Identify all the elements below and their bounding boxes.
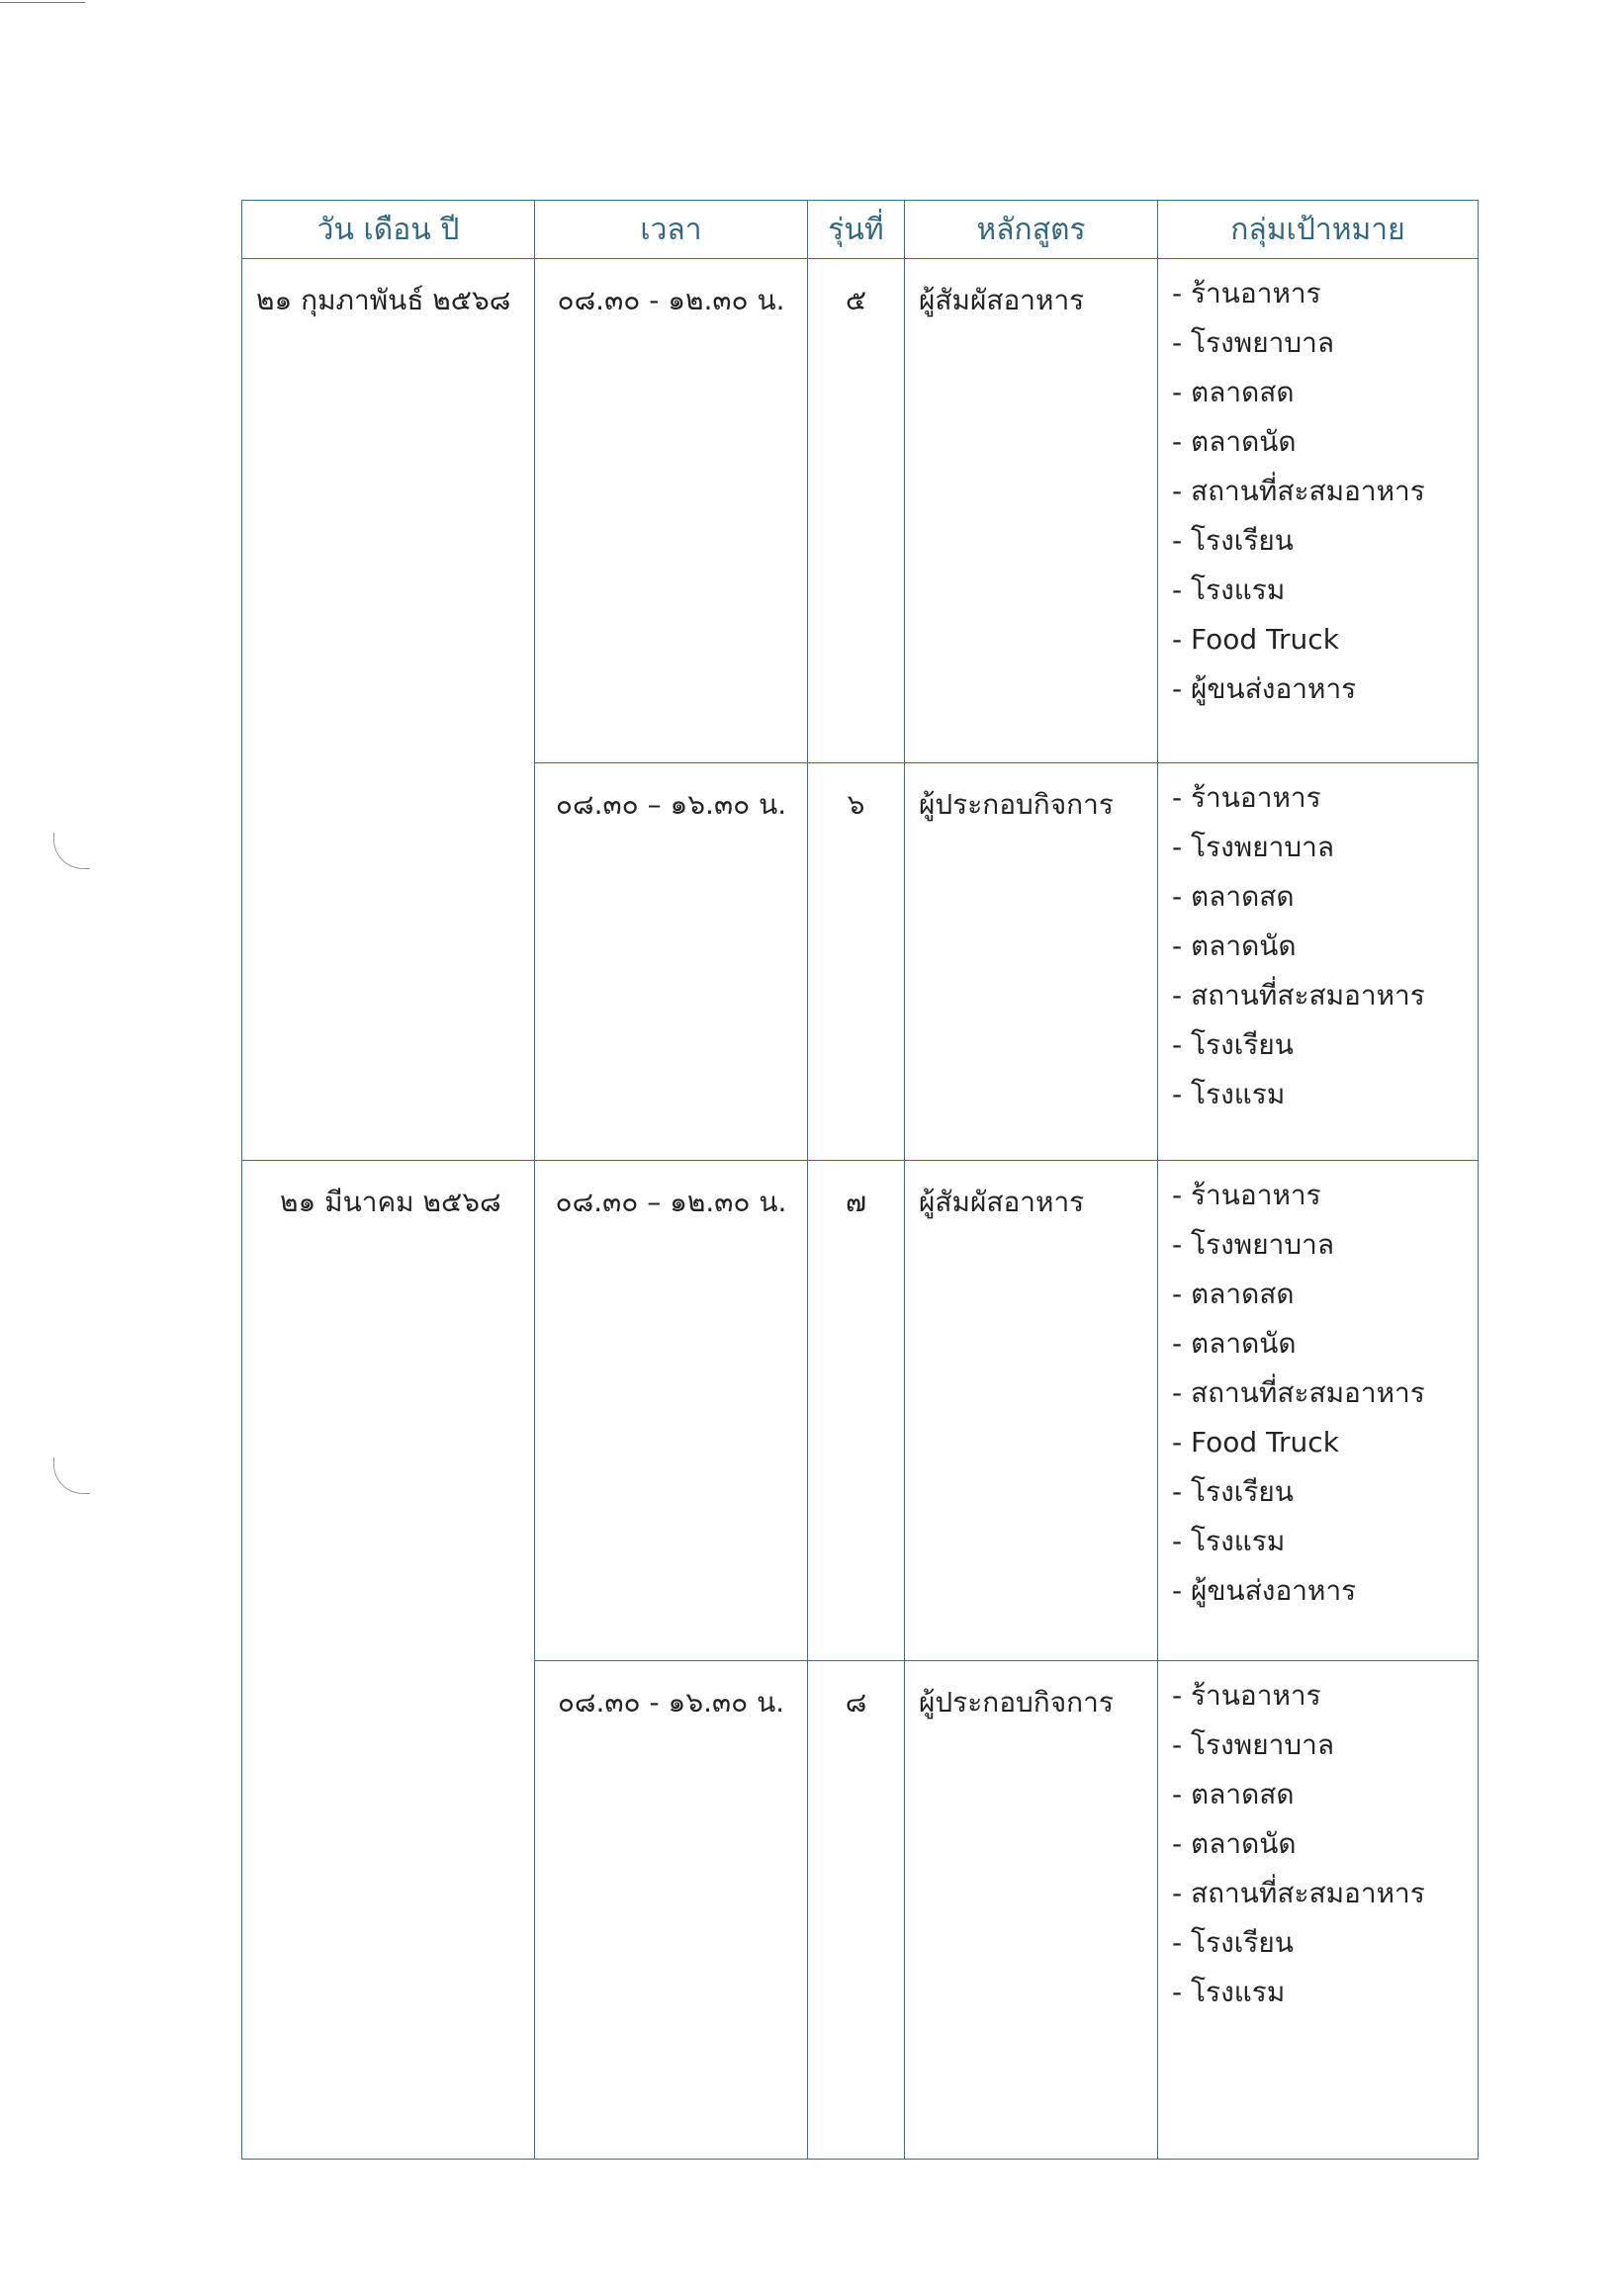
list-item: - ตลาดนัด: [1172, 1827, 1297, 1860]
date-cell: [242, 1161, 535, 2160]
list-item: - โรงแรม: [1172, 574, 1286, 606]
training-schedule-table: [241, 200, 1479, 2160]
header-date: วัน เดือน ปี: [242, 201, 535, 259]
list-item: - ตลาดนัด: [1172, 929, 1297, 962]
target-group-list: [1158, 763, 1478, 1111]
list-item: - โรงแรม: [1172, 1525, 1286, 1557]
list-item: - โรงเรียน: [1172, 1926, 1294, 1959]
scan-mark-top: [0, 2, 85, 3]
session-time: ๐๘.๓๐ - ๑๒.๓๐ น.: [557, 284, 785, 316]
header-target-group: กลุ่มเป้าหมาย: [1158, 201, 1479, 259]
session-time: ๐๘.๓๐ – ๑๒.๓๐ น.: [555, 1186, 787, 1218]
header-batch: รุ่นที่: [808, 201, 905, 259]
list-item: - ร้านอาหาร: [1172, 781, 1321, 814]
course-cell: [905, 763, 1158, 1161]
list-item: - โรงพยาบาล: [1172, 1728, 1334, 1761]
list-item: - สถานที่สะสมอาหาร: [1172, 475, 1425, 507]
header-course: หลักสูตร: [905, 201, 1158, 259]
list-item: - ตลาดสด: [1172, 1778, 1295, 1810]
batch-cell: [808, 1661, 905, 2160]
batch-cell: [808, 1161, 905, 1661]
session-batch: ๘: [845, 1686, 867, 1719]
session-course: ผู้ประกอบกิจการ: [919, 788, 1114, 821]
session-batch: ๖: [847, 788, 865, 821]
list-item: - โรงเรียน: [1172, 1475, 1294, 1508]
list-item: - โรงแรม: [1172, 1976, 1286, 2008]
target-cell: [1158, 1161, 1479, 1661]
time-cell: [535, 1661, 808, 2160]
course-cell: [905, 1161, 1158, 1661]
list-item: - ตลาดสด: [1172, 376, 1295, 408]
session-time: ๐๘.๓๐ – ๑๖.๓๐ น.: [555, 788, 787, 821]
punch-hole-mark: [53, 833, 90, 869]
list-item: - ร้านอาหาร: [1172, 1179, 1321, 1211]
session-batch: ๗: [845, 1186, 867, 1218]
list-item: - ร้านอาหาร: [1172, 1679, 1321, 1712]
header-time: เวลา: [535, 201, 808, 259]
list-item: - โรงเรียน: [1172, 524, 1294, 557]
list-item: - ตลาดนัด: [1172, 1327, 1297, 1360]
target-cell: [1158, 1661, 1479, 2160]
list-item: - ตลาดสด: [1172, 880, 1295, 913]
list-item: - โรงพยาบาล: [1172, 831, 1334, 863]
list-item: - ตลาดนัด: [1172, 425, 1297, 458]
list-item: - Food Truck: [1172, 623, 1339, 656]
session-course: ผู้สัมผัสอาหาร: [919, 284, 1085, 316]
list-item: - Food Truck: [1172, 1426, 1339, 1458]
session-date: ๒๑ กุมภาพันธ์ ๒๕๖๘: [256, 284, 511, 316]
batch-cell: [808, 763, 905, 1161]
target-group-list: [1158, 1661, 1478, 2009]
time-cell: [535, 763, 808, 1161]
list-item: - สถานที่สะสมอาหาร: [1172, 1877, 1425, 1909]
list-item: - ผู้ขนส่งอาหาร: [1172, 1574, 1357, 1607]
target-group-list: [1158, 259, 1478, 706]
punch-hole-mark: [53, 1457, 90, 1494]
list-item: - โรงเรียน: [1172, 1028, 1294, 1061]
session-batch: ๕: [845, 284, 867, 316]
course-cell: [905, 259, 1158, 763]
table-header-row: [242, 201, 1479, 259]
table-row: [242, 259, 1479, 763]
date-cell: [242, 259, 535, 1161]
session-course: ผู้ประกอบกิจการ: [919, 1686, 1114, 1719]
batch-cell: [808, 259, 905, 763]
time-cell: [535, 259, 808, 763]
list-item: - ตลาดสด: [1172, 1278, 1295, 1310]
list-item: - สถานที่สะสมอาหาร: [1172, 979, 1425, 1012]
target-cell: [1158, 763, 1479, 1161]
list-item: - ร้านอาหาร: [1172, 277, 1321, 309]
list-item: - โรงพยาบาล: [1172, 1228, 1334, 1261]
target-group-list: [1158, 1161, 1478, 1608]
target-cell: [1158, 259, 1479, 763]
list-item: - ผู้ขนส่งอาหาร: [1172, 672, 1357, 705]
list-item: - สถานที่สะสมอาหาร: [1172, 1376, 1425, 1409]
session-course: ผู้สัมผัสอาหาร: [919, 1186, 1085, 1218]
time-cell: [535, 1161, 808, 1661]
session-time: ๐๘.๓๐ - ๑๖.๓๐ น.: [557, 1686, 785, 1719]
session-date: ๒๑ มีนาคม ๒๕๖๘: [280, 1186, 501, 1218]
list-item: - โรงแรม: [1172, 1078, 1286, 1110]
course-cell: [905, 1661, 1158, 2160]
list-item: - โรงพยาบาล: [1172, 326, 1334, 359]
table-row: [242, 1161, 1479, 1661]
